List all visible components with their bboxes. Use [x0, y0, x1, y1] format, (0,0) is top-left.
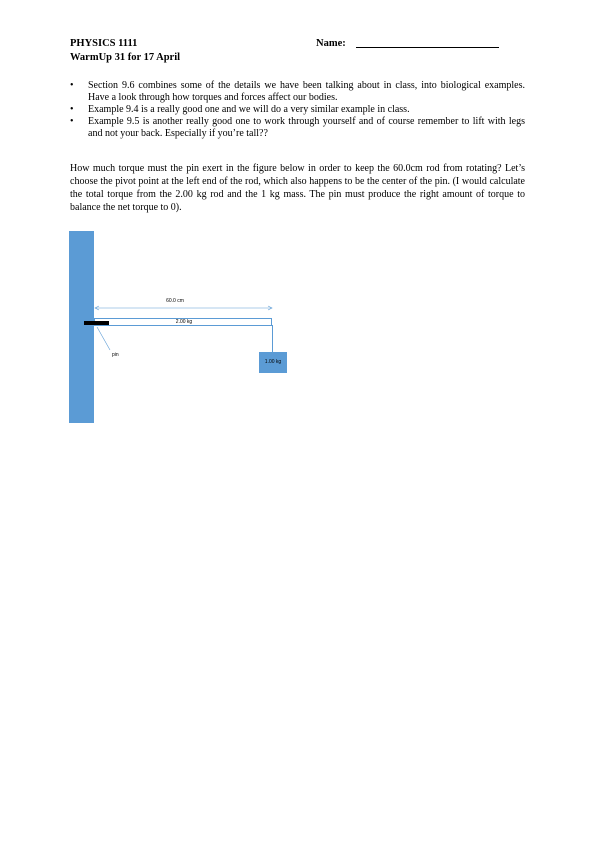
assignment-title: WarmUp 31 for 17 April — [70, 52, 181, 63]
list-item: • Example 9.5 is another really good one to work through yourself and of course remember to lift with legs and not your back. Especially if you’re tall?? — [70, 116, 525, 140]
hanging-mass-label: 1.00 kg — [264, 359, 282, 365]
rod-length-label: 60.0 cm — [166, 298, 184, 304]
list-item: • Example 9.4 is a really good one and we will do a very similar example in class. — [70, 104, 525, 116]
pin-leader-line — [96, 326, 116, 354]
rod-mass-label: 2.00 kg — [175, 319, 193, 325]
course-title: PHYSICS 1111 — [70, 38, 138, 49]
length-dimension-arrow — [94, 303, 274, 313]
pin-label: pin — [112, 352, 119, 358]
list-item: • Section 9.6 combines some of the details we have been talking about in class, into biological examples. Have a look through how torques and forces affect our bodies. — [70, 80, 525, 104]
question-text: How much torque must the pin exert in the figure below in order to keep the 60.0cm rod from rotating? Let’s choose the pivot point at the left end of the rod, which also happens to be the center of the pin. (I would calculate the total torque from the 2.00 kg rod and the 1 kg mass. The pin must produce the right amount of torque to balance the net torque to 0). — [70, 163, 525, 213]
name-label: Name: — [316, 38, 346, 49]
hanging-string — [272, 325, 273, 352]
pin — [84, 321, 109, 325]
wall — [69, 231, 94, 423]
